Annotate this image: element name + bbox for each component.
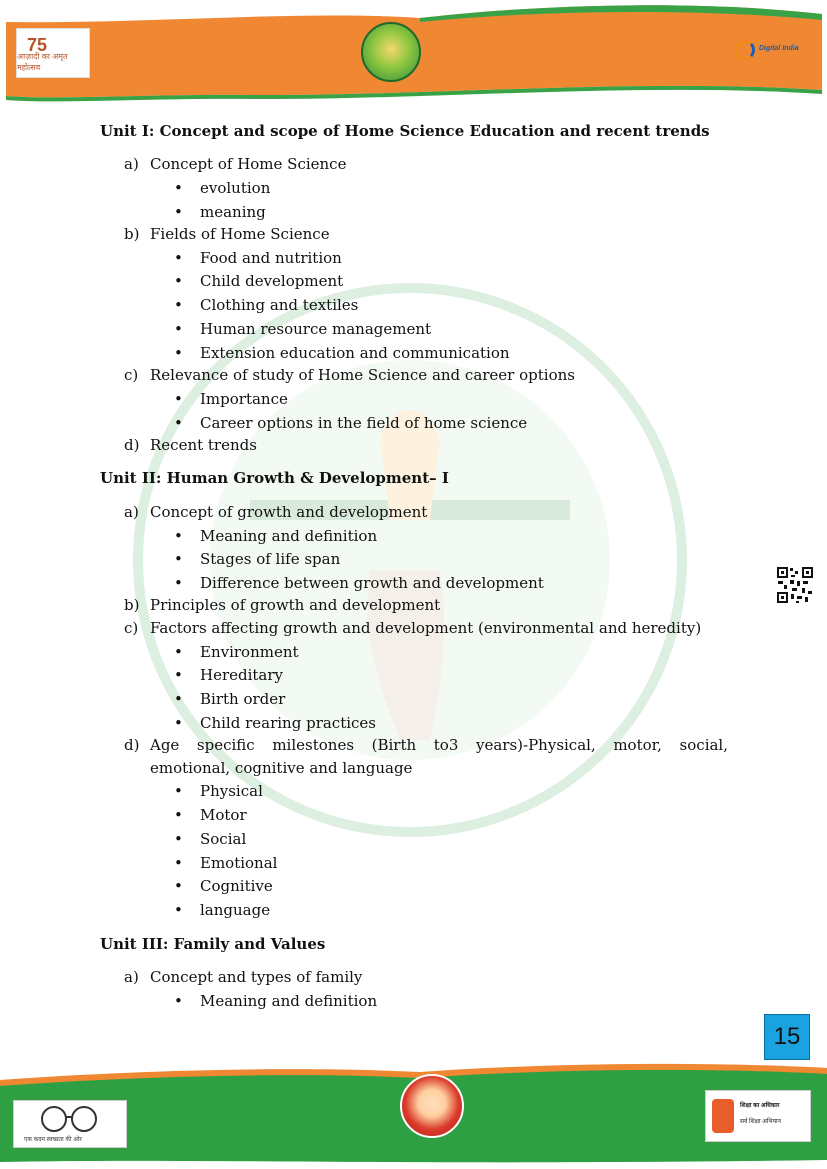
bullet-item: • Child development	[174, 272, 344, 290]
bullet-item: • meaning	[174, 203, 266, 221]
page-footer	[0, 1062, 827, 1169]
item-text: Factors affecting growth and development (environmental and heredity)	[150, 619, 702, 637]
unit-2-title: Unit II: Human Growth & Development– I	[100, 469, 449, 487]
bullet-item: • Emotional	[174, 854, 278, 872]
bullet-icon: •	[174, 782, 183, 800]
bullet-item: • Environment	[174, 643, 299, 661]
bullet-icon: •	[174, 272, 183, 290]
digital-india-text: Digital India	[759, 45, 799, 52]
bullet-item: • Career options in the field of home science	[174, 414, 528, 432]
beti-bachao-logo	[400, 1074, 464, 1138]
bullet-icon: •	[174, 249, 183, 267]
item-text: Fields of Home Science	[150, 225, 330, 243]
item-text: Concept of growth and development	[150, 503, 428, 521]
rte-line-2: सर्व शिक्षा अभियान	[740, 1119, 781, 1125]
unit-2-item-c	[124, 619, 701, 637]
bullet-item: • Difference between growth and development	[174, 574, 544, 592]
bullet-item: • Child rearing practices	[174, 714, 377, 732]
item-text: Principles of growth and development	[150, 596, 441, 614]
azadi-ka-amrit-mahotsav-logo	[16, 28, 90, 78]
bullet-item: • Motor	[174, 806, 247, 824]
bullet-icon: •	[174, 320, 183, 338]
unit-3-item-a	[124, 968, 362, 986]
children-icon	[712, 1099, 734, 1133]
bullet-item: • Meaning and definition	[174, 527, 378, 545]
bullet-item: • Human resource management	[174, 320, 432, 338]
bullet-item: • Birth order	[174, 690, 286, 708]
item-text: Concept of Home Science	[150, 155, 347, 173]
bullet-icon: •	[174, 901, 183, 919]
unit-2-item-b	[124, 596, 440, 614]
unit-2-item-a	[124, 503, 427, 521]
unit-1-item-b	[124, 225, 330, 243]
qr-code[interactable]	[776, 566, 814, 604]
rte-line-1: शिक्षा का अधिकार	[740, 1103, 780, 1109]
unit-1-item-a	[124, 155, 346, 173]
bullet-item: • evolution	[174, 179, 271, 197]
item-text: Concept and types of family	[150, 968, 363, 986]
bullet-icon: •	[174, 690, 183, 708]
board-emblem-logo	[361, 22, 421, 82]
bullet-icon: •	[174, 574, 183, 592]
bullet-item: • Extension education and communication	[174, 344, 510, 362]
unit-1-item-c	[124, 366, 575, 384]
item-label: d)	[124, 736, 140, 754]
glasses-icon	[14, 1101, 126, 1135]
item-text: Recent trends	[150, 436, 257, 454]
item-label: a)	[124, 503, 139, 521]
logo-number: 75	[27, 35, 48, 55]
bullet-icon: •	[174, 714, 183, 732]
digital-india-logo	[735, 36, 799, 68]
unit-1-item-d	[124, 436, 257, 454]
bullet-icon: •	[174, 296, 183, 314]
item-text: Relevance of study of Home Science and career options	[150, 366, 575, 384]
bullet-item: • Social	[174, 830, 247, 848]
item-label: a)	[124, 155, 139, 173]
bullet-item: • Cognitive	[174, 877, 273, 895]
page-header	[0, 0, 827, 110]
unit-2-item-d	[124, 736, 150, 754]
unit-1-title: Unit I: Concept and scope of Home Science Education and recent trends	[100, 122, 710, 140]
item-label: b)	[124, 596, 140, 614]
bullet-icon: •	[174, 550, 183, 568]
swachh-tagline: एक कदम स्वच्छता की ओर	[24, 1137, 82, 1143]
bullet-icon: •	[174, 414, 183, 432]
digital-india-icon	[735, 40, 755, 60]
bullet-icon: •	[174, 854, 183, 872]
bullet-icon: •	[174, 806, 183, 824]
page-number-badge: 15	[764, 1014, 810, 1060]
bullet-item: • Hereditary	[174, 666, 284, 684]
bullet-icon: •	[174, 830, 183, 848]
bullet-item: • language	[174, 901, 271, 919]
bullet-icon: •	[174, 390, 183, 408]
item-text-line-1: Age specific milestones (Birth to3 years)-Physical, motor, social,	[150, 736, 728, 754]
bullet-icon: •	[174, 666, 183, 684]
bullet-icon: •	[174, 643, 183, 661]
bullet-item: • Stages of life span	[174, 550, 341, 568]
bullet-icon: •	[174, 992, 183, 1010]
bullet-item: • Food and nutrition	[174, 249, 342, 267]
item-label: a)	[124, 968, 139, 986]
unit-3-title: Unit III: Family and Values	[100, 935, 326, 953]
bullet-icon: •	[174, 877, 183, 895]
item-label: b)	[124, 225, 140, 243]
bullet-item: • Importance	[174, 390, 288, 408]
logo-caption: आज़ादी का अमृत महोत्सव	[17, 52, 68, 72]
item-label: c)	[124, 619, 139, 637]
right-to-education-logo	[705, 1090, 811, 1142]
bullet-item: • Physical	[174, 782, 263, 800]
item-label: c)	[124, 366, 139, 384]
bullet-item: • Clothing and textiles	[174, 296, 359, 314]
bullet-icon: •	[174, 203, 183, 221]
item-text-line-2: emotional, cognitive and language	[150, 759, 413, 777]
bullet-icon: •	[174, 527, 183, 545]
bullet-icon: •	[174, 179, 183, 197]
swachh-bharat-logo	[13, 1100, 127, 1148]
item-label: d)	[124, 436, 140, 454]
bullet-item: • Meaning and definition	[174, 992, 378, 1010]
bullet-icon: •	[174, 344, 183, 362]
